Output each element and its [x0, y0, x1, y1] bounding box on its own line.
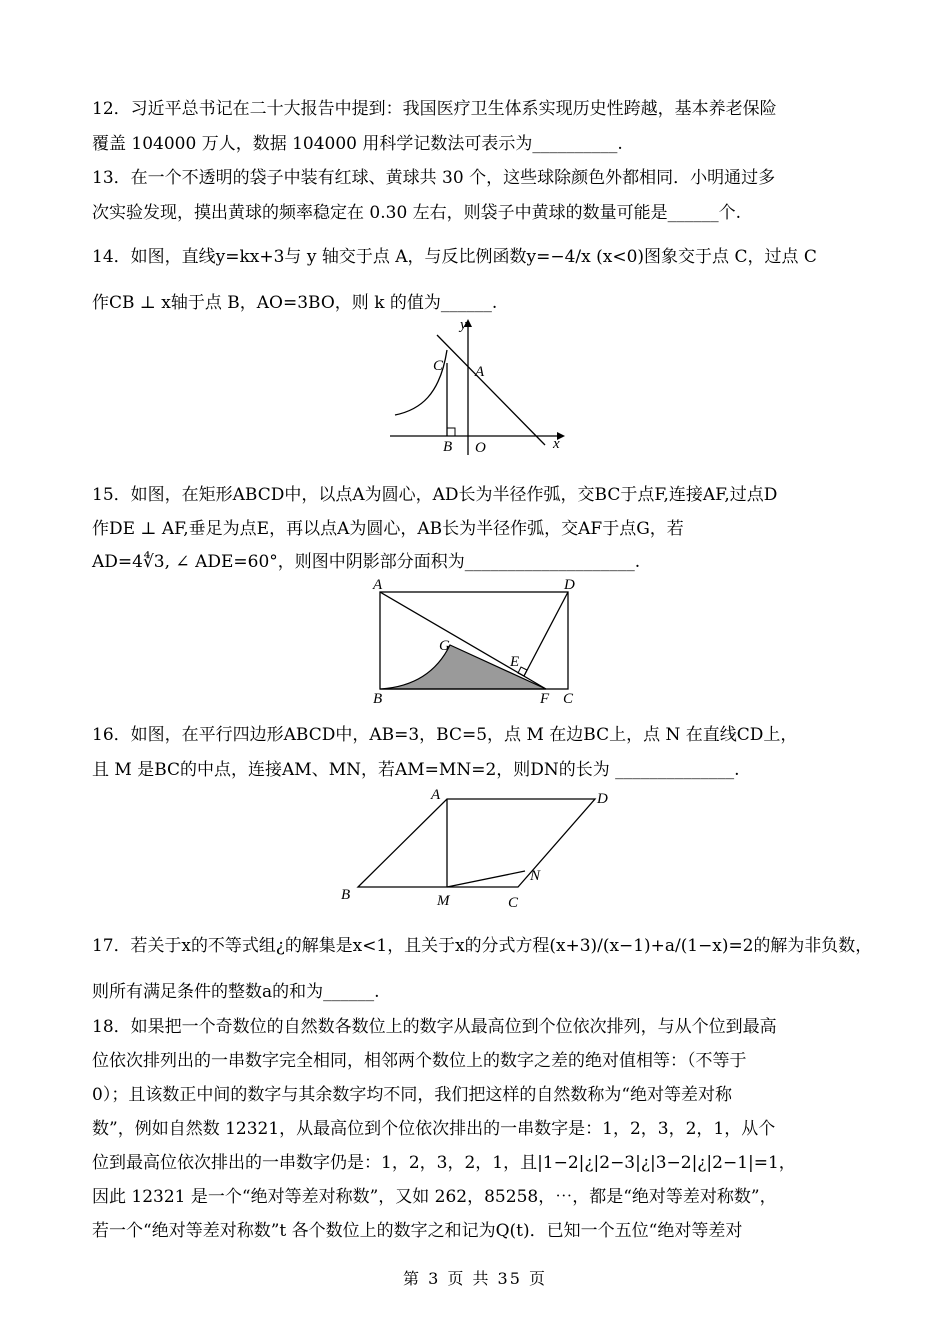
q15-figure: [368, 576, 583, 706]
q16-label-B: B: [341, 887, 351, 903]
q15-line-1: 15．如图，在矩形ABCD中，以点A为圆心，AD长为半径作弧，交BC于点F,连接AF,过点D: [92, 485, 778, 505]
q14-label-C: C: [433, 358, 444, 374]
q16-figure: [335, 783, 620, 913]
q15-label-D: D: [564, 577, 575, 593]
q18-line-6: 因此 12321 是一个“绝对等差对称数”，又如 262，85258，⋯，都是“绝对等差对称数”，: [92, 1187, 777, 1207]
q14-label-A: A: [475, 364, 485, 380]
q13-line-1: 13．在一个不透明的袋子中装有红球、黄球共 30 个，这些球除颜色外都相同．小明通过多: [92, 168, 776, 188]
q12-line-1: 12．习近平总书记在二十大报告中提到：我国医疗卫生体系实现历史性跨越，基本养老保险: [92, 99, 777, 119]
q15-label-E: E: [510, 654, 520, 670]
q17-line-2: 则所有满足条件的整数a的和为______.: [92, 982, 380, 1002]
q16-line-2: 且 M 是BC的中点，连接AM、MN，若AM=MN=2，则DN的长为 ______________.: [92, 760, 740, 780]
q15-label-C: C: [563, 691, 574, 706]
q15-line-2: 作DE ⊥ AF,垂足为点E，再以点A为圆心，AB长为半径作弧，交AF于点G，若: [92, 519, 684, 539]
q15-line-3: AD=4∜3, ∠ ADE=60°，则图中阴影部分面积为____________________.: [92, 552, 641, 572]
q16-line-1: 16．如图，在平行四边形ABCD中，AB=3，BC=5，点 M 在边BC上，点 N 在直线CD上，: [92, 725, 798, 745]
q18-line-7: 若一个“绝对等差对称数”t 各个数位上的数字之和记为Q(t)．已知一个五位“绝对等差对: [92, 1221, 743, 1241]
q16-label-D: D: [597, 791, 608, 807]
q16-label-M: M: [437, 893, 450, 909]
q14-label-x: x: [553, 436, 560, 452]
q15-label-A: A: [373, 577, 383, 593]
q16-label-A: A: [431, 787, 441, 803]
q16-label-C: C: [508, 895, 519, 911]
q14-label-y: y: [460, 317, 467, 333]
q14-label-B: B: [443, 439, 453, 455]
q16-label-N: N: [530, 868, 541, 884]
q18-line-1: 18．如果把一个奇数位的自然数各数位上的数字从最高位到个位依次排列，与从个位到最高: [92, 1017, 777, 1037]
q17-line-1: 17．若关于x的不等式组¿的解集是x<1，且关于x的分式方程(x+3)/(x−1)+a/(1−x)=2的解为非负数，: [92, 936, 873, 956]
q14-line-2: 作CB ⊥ x轴于点 B，AO=3BO，则 k 的值为______.: [92, 293, 498, 313]
q18-line-5: 位到最高位依次排出的一串数字仍是：1，2，3，2，1，且|1−2|¿|2−3|¿|3−2|¿|2−1|=1，: [92, 1153, 796, 1173]
q18-line-4: 数”，例如自然数 12321，从最高位到个位依次排出的一串数字是：1，2，3，2，1，从个: [92, 1119, 776, 1139]
q14-line-1: 14．如图，直线y=kx+3与 y 轴交于点 A，与反比例函数y=−4/x (x<0)图象交于点 C，过点 C: [92, 247, 817, 267]
q18-line-3: 0）；且该数正中间的数字与其余数字均不同，我们把这样的自然数称为“绝对等差对称: [92, 1085, 733, 1105]
q13-line-2: 次实验发现，摸出黄球的频率稳定在 0.30 左右，则袋子中黄球的数量可能是______个.: [92, 203, 742, 223]
q15-label-G: G: [439, 638, 450, 654]
q15-label-B: B: [373, 691, 383, 706]
q14-label-O: O: [475, 440, 486, 456]
q18-line-2: 位依次排列出的一串数字完全相同，相邻两个数位上的数字之差的绝对值相等：（不等于: [92, 1051, 747, 1071]
page-footer: 第 3 页 共 35 页: [403, 1269, 547, 1288]
q12-line-2: 覆盖 104000 万人，数据 104000 用科学记数法可表示为__________.: [92, 134, 623, 154]
q14-figure: [385, 315, 570, 460]
q15-label-F: F: [540, 691, 550, 706]
